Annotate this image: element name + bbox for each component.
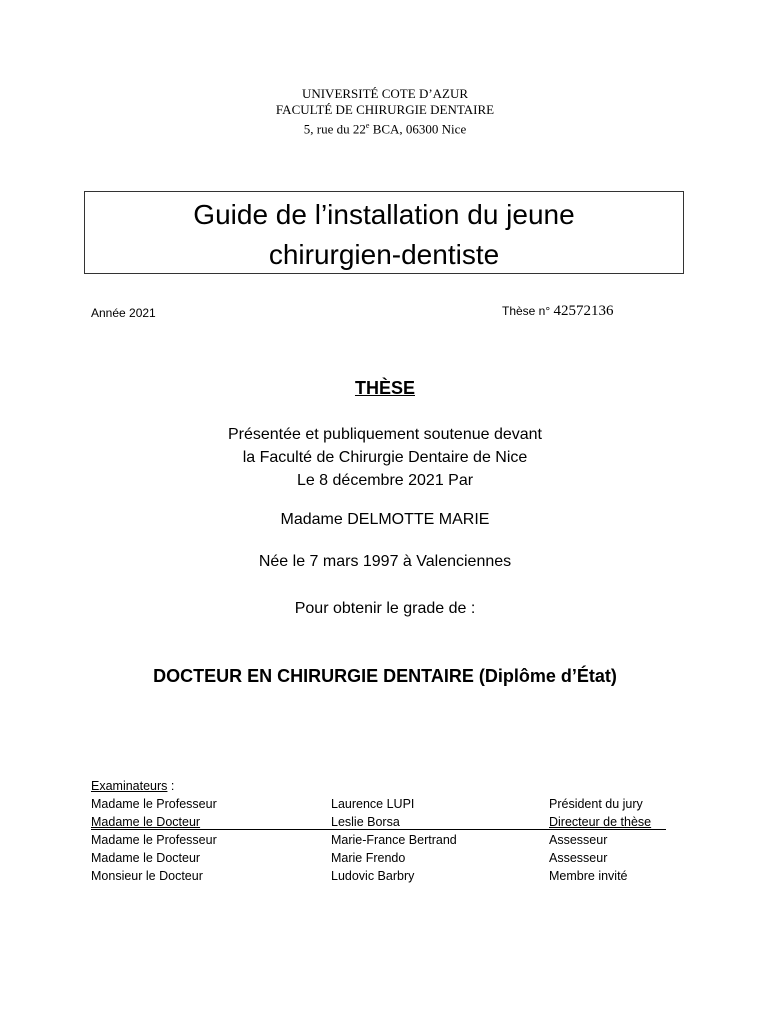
candidate-name: Madame DELMOTTE MARIE bbox=[280, 511, 490, 528]
jury-member-name: Laurence LUPI bbox=[331, 797, 415, 811]
jury-member-title: Madame le Professeur bbox=[91, 797, 217, 811]
jury-member-title: Madame le Docteur bbox=[91, 851, 201, 865]
jury-row bbox=[91, 813, 652, 831]
these-heading-text: THÈSE bbox=[354, 378, 415, 398]
jury-member-role: Assesseur bbox=[549, 851, 608, 865]
address-superscript: e bbox=[365, 121, 370, 130]
jury-member-name: Ludovic Barbry bbox=[331, 869, 415, 883]
university-header bbox=[0, 86, 770, 137]
jury-member-title: Monsieur le Docteur bbox=[91, 869, 203, 883]
jury-row bbox=[91, 867, 628, 885]
jury-member-role: Assesseur bbox=[549, 833, 608, 847]
faculty-name: FACULTÉ DE CHIRURGIE DENTAIRE bbox=[275, 102, 495, 117]
jury-member-name: Leslie Borsa bbox=[331, 815, 400, 829]
presentation-line-1: Présentée et publiquement soutenue devant bbox=[227, 426, 542, 443]
jury-member-name: Marie-France Bertrand bbox=[331, 833, 457, 847]
presentation-line-3: Le 8 décembre 2021 Par bbox=[296, 472, 474, 489]
jury-heading-label: Examinateurs bbox=[91, 779, 168, 793]
thesis-number-label: Thèse n° bbox=[502, 304, 554, 318]
university-name: UNIVERSITÉ COTE D’AZUR bbox=[301, 86, 469, 101]
academic-year: Année 2021 bbox=[91, 306, 156, 320]
jury-heading bbox=[91, 777, 174, 795]
degree-title: DOCTEUR EN CHIRURGIE DENTAIRE (Diplôme d’État) bbox=[153, 666, 617, 686]
row-underline bbox=[91, 829, 666, 830]
jury-member-title: Madame le Professeur bbox=[91, 833, 217, 847]
jury-member-name: Marie Frendo bbox=[331, 851, 406, 865]
jury-row bbox=[91, 849, 608, 867]
jury-row bbox=[91, 795, 643, 813]
thesis-title-box bbox=[84, 191, 684, 274]
these-heading bbox=[0, 378, 770, 399]
thesis-title-line-2: chirurgien-dentiste bbox=[268, 239, 500, 270]
presentation-line-2: la Faculté de Chirurgie Dentaire de Nice bbox=[242, 449, 528, 466]
thesis-number bbox=[502, 303, 614, 320]
jury-heading-suffix: : bbox=[167, 779, 175, 793]
grade-lead: Pour obtenir le grade de : bbox=[294, 600, 476, 617]
address-part: 5, rue du 22 bbox=[303, 121, 366, 137]
thesis-title-line-1: Guide de l’installation du jeune bbox=[193, 199, 575, 230]
jury-row bbox=[91, 831, 608, 849]
presentation-block bbox=[0, 423, 770, 492]
jury-member-role: Président du jury bbox=[549, 797, 643, 811]
faculty-address bbox=[0, 118, 770, 137]
birth-info: Née le 7 mars 1997 à Valenciennes bbox=[258, 553, 512, 570]
jury-member-role: Directeur de thèse bbox=[549, 815, 652, 829]
jury-member-role: Membre invité bbox=[549, 869, 628, 883]
address-part: BCA, 06300 Nice bbox=[369, 121, 467, 137]
jury-member-title: Madame le Docteur bbox=[91, 815, 201, 829]
thesis-number-value: 42572136 bbox=[553, 303, 614, 319]
jury-list bbox=[91, 777, 652, 885]
